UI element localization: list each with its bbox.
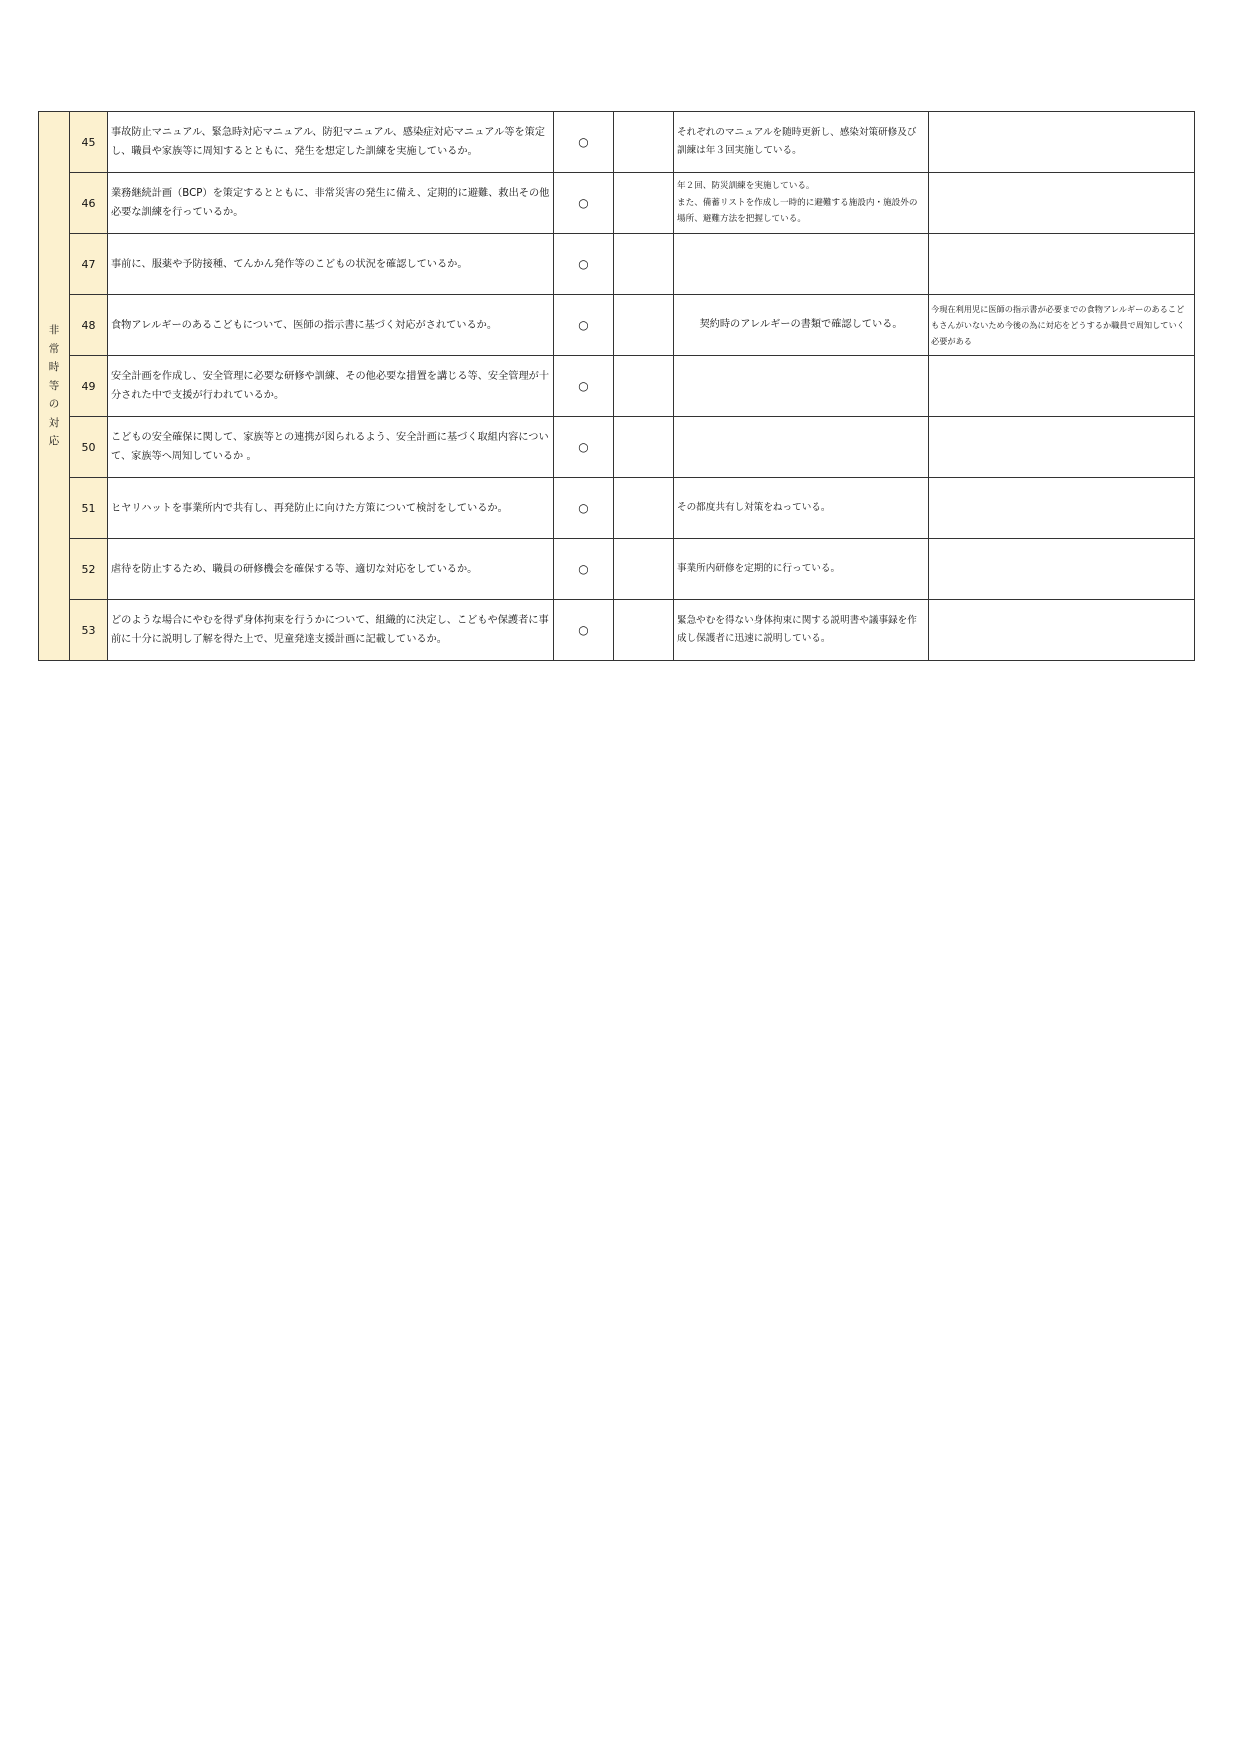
table-row xyxy=(39,478,1195,539)
item-number: 48 xyxy=(70,295,108,356)
no-mark xyxy=(614,600,674,661)
item-number: 49 xyxy=(70,356,108,417)
yes-mark: ○ xyxy=(554,417,614,478)
improvement-text: 今現在利用児に医師の指示書が必要までの食物アレルギーのあるこどもさんがいないため今後の為に対応をどうするか職員で周知していく必要がある xyxy=(929,295,1195,356)
note-text: 契約時のアレルギーの書類で確認している。 xyxy=(674,295,929,356)
note-text: 年２回、防災訓練を実施している。 また、備蓄リストを作成し一時的に避難する施設内・施設外の場所、避難方法を把握している。 xyxy=(674,173,929,234)
improvement-text xyxy=(929,417,1195,478)
table-row xyxy=(39,295,1195,356)
question-text: 事前に、服薬や予防接種、てんかん発作等のこどもの状況を確認しているか。 xyxy=(108,234,554,295)
improvement-text xyxy=(929,478,1195,539)
note-text: その都度共有し対策をねっている。 xyxy=(674,478,929,539)
improvement-text xyxy=(929,600,1195,661)
question-text: どのような場合にやむを得ず身体拘束を行うかについて、組織的に決定し、こどもや保護者に事前に十分に説明し了解を得た上で、児童発達支援計画に記載しているか。 xyxy=(108,600,554,661)
question-text: こどもの安全確保に関して、家族等との連携が図られるよう、安全計画に基づく取組内容について、家族等へ周知しているか 。 xyxy=(108,417,554,478)
yes-mark: ○ xyxy=(554,234,614,295)
table-row xyxy=(39,417,1195,478)
item-number: 47 xyxy=(70,234,108,295)
no-mark xyxy=(614,173,674,234)
item-number: 52 xyxy=(70,539,108,600)
question-text: ヒヤリハットを事業所内で共有し、再発防止に向けた方策について検討をしているか。 xyxy=(108,478,554,539)
improvement-text xyxy=(929,173,1195,234)
no-mark xyxy=(614,478,674,539)
note-text: それぞれのマニュアルを随時更新し、感染対策研修及び訓練は年３回実施している。 xyxy=(674,112,929,173)
item-number: 46 xyxy=(70,173,108,234)
item-number: 50 xyxy=(70,417,108,478)
question-text: 食物アレルギーのあるこどもについて、医師の指示書に基づく対応がされているか。 xyxy=(108,295,554,356)
no-mark xyxy=(614,295,674,356)
question-text: 虐待を防止するため、職員の研修機会を確保する等、適切な対応をしているか。 xyxy=(108,539,554,600)
category-label: 非常時等の対応 xyxy=(48,324,60,448)
item-number: 45 xyxy=(70,112,108,173)
yes-mark: ○ xyxy=(554,478,614,539)
note-text: 緊急やむを得ない身体拘束に関する説明書や議事録を作成し保護者に迅速に説明している。 xyxy=(674,600,929,661)
item-number: 51 xyxy=(70,478,108,539)
question-text: 事故防止マニュアル、緊急時対応マニュアル、防犯マニュアル、感染症対応マニュアル等を策定し、職員や家族等に周知するとともに、発生を想定した訓練を実施しているか。 xyxy=(108,112,554,173)
no-mark xyxy=(614,539,674,600)
note-text xyxy=(674,417,929,478)
yes-mark: ○ xyxy=(554,295,614,356)
no-mark xyxy=(614,356,674,417)
improvement-text xyxy=(929,234,1195,295)
improvement-text xyxy=(929,539,1195,600)
no-mark xyxy=(614,417,674,478)
category-cell xyxy=(39,112,70,661)
note-text: 事業所内研修を定期的に行っている。 xyxy=(674,539,929,600)
yes-mark: ○ xyxy=(554,356,614,417)
table-row xyxy=(39,600,1195,661)
table-row xyxy=(39,234,1195,295)
yes-mark: ○ xyxy=(554,600,614,661)
item-number: 53 xyxy=(70,600,108,661)
table-row xyxy=(39,356,1195,417)
yes-mark: ○ xyxy=(554,539,614,600)
note-text xyxy=(674,356,929,417)
note-text xyxy=(674,234,929,295)
table-row xyxy=(39,173,1195,234)
yes-mark: ○ xyxy=(554,173,614,234)
no-mark xyxy=(614,112,674,173)
question-text: 業務継続計画（BCP）を策定するとともに、非常災害の発生に備え、定期的に避難、救出その他必要な訓練を行っているか。 xyxy=(108,173,554,234)
table-row xyxy=(39,539,1195,600)
no-mark xyxy=(614,234,674,295)
question-text: 安全計画を作成し、安全管理に必要な研修や訓練、その他必要な措置を講じる等、安全管理が十分された中で支援が行われているか。 xyxy=(108,356,554,417)
yes-mark: ○ xyxy=(554,112,614,173)
table-row xyxy=(39,112,1195,173)
improvement-text xyxy=(929,112,1195,173)
improvement-text xyxy=(929,356,1195,417)
evaluation-table xyxy=(38,111,1195,661)
